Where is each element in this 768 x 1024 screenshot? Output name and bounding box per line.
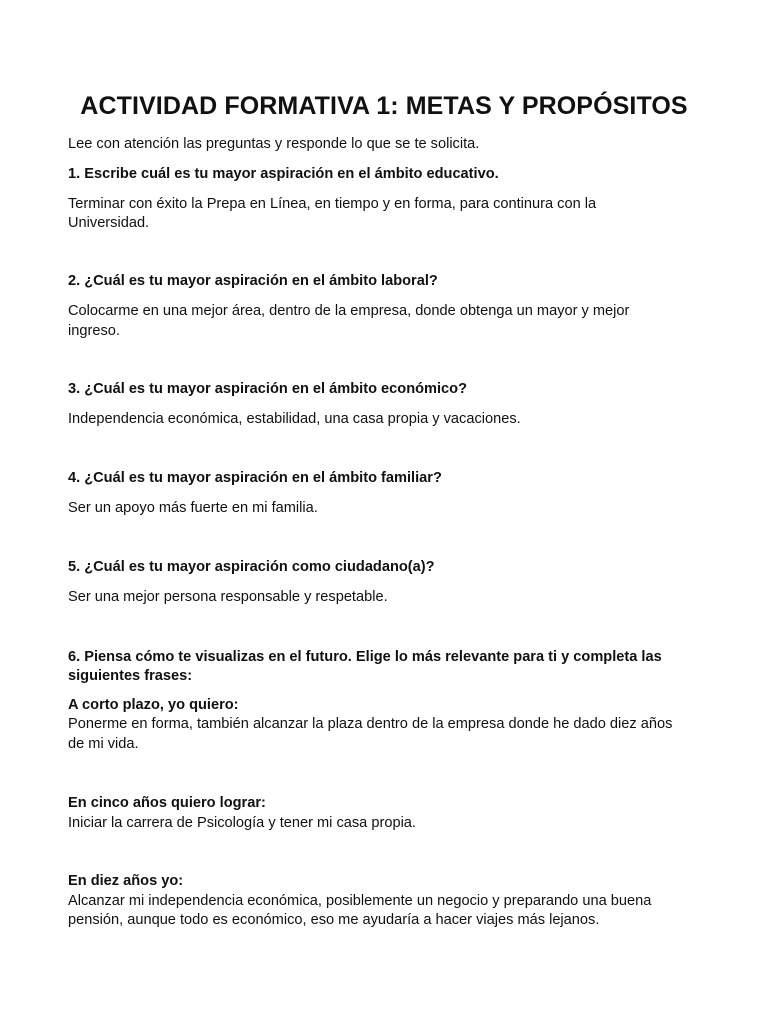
phrase-short-term-line-1: Ponerme en forma, también alcanzar la plaza dentro de la empresa donde he dado diez años [68, 716, 673, 732]
answer-5-line-1: Ser una mejor persona responsable y respetable. [68, 589, 388, 605]
phrase-five-years-line-1: Iniciar la carrera de Psicología y tener mi casa propia. [68, 815, 416, 831]
answer-3-line-1: Independencia económica, estabilidad, una casa propia y vacaciones. [68, 411, 521, 427]
question-3: 3. ¿Cuál es tu mayor aspiración en el ámbito económico? [68, 381, 467, 397]
phrase-ten-years-line-1: Alcanzar mi independencia económica, posiblemente un negocio y preparando una buena [68, 893, 652, 909]
question-2: 2. ¿Cuál es tu mayor aspiración en el ámbito laboral? [68, 273, 438, 289]
question-1: 1. Escribe cuál es tu mayor aspiración en el ámbito educativo. [68, 166, 499, 182]
answer-1-line-2: Universidad. [68, 215, 150, 231]
question-6-line-2: siguientes frases: [68, 668, 193, 684]
answer-2-line-1: Colocarme en una mejor área, dentro de la empresa, donde obtenga un mayor y mejor [68, 303, 630, 319]
phrase-ten-years-prompt: En diez años yo: [68, 873, 184, 889]
answer-4-line-1: Ser un apoyo más fuerte en mi familia. [68, 500, 318, 516]
answer-1-line-1: Terminar con éxito la Prepa en Línea, en tiempo y en forma, para continura con la [68, 196, 597, 212]
phrase-five-years-prompt: En cinco años quiero lograr: [68, 795, 266, 811]
question-5: 5. ¿Cuál es tu mayor aspiración como ciudadano(a)? [68, 559, 435, 575]
phrase-short-term-line-2: de mi vida. [68, 736, 139, 752]
page-title: ACTIVIDAD FORMATIVA 1: METAS Y PROPÓSITOS [80, 92, 688, 120]
phrase-ten-years-line-2: pensión, aunque todo es económico, eso me ayudaría a hacer viajes más lejanos. [68, 912, 600, 928]
answer-2-line-2: ingreso. [68, 323, 120, 339]
intro-text: Lee con atención las preguntas y responde lo que se te solicita. [68, 136, 480, 152]
question-6-line-1: 6. Piensa cómo te visualizas en el futuro. Elige lo más relevante para ti y completa las [68, 649, 662, 665]
question-4: 4. ¿Cuál es tu mayor aspiración en el ámbito familiar? [68, 470, 442, 486]
phrase-short-term-prompt: A corto plazo, yo quiero: [68, 697, 239, 713]
